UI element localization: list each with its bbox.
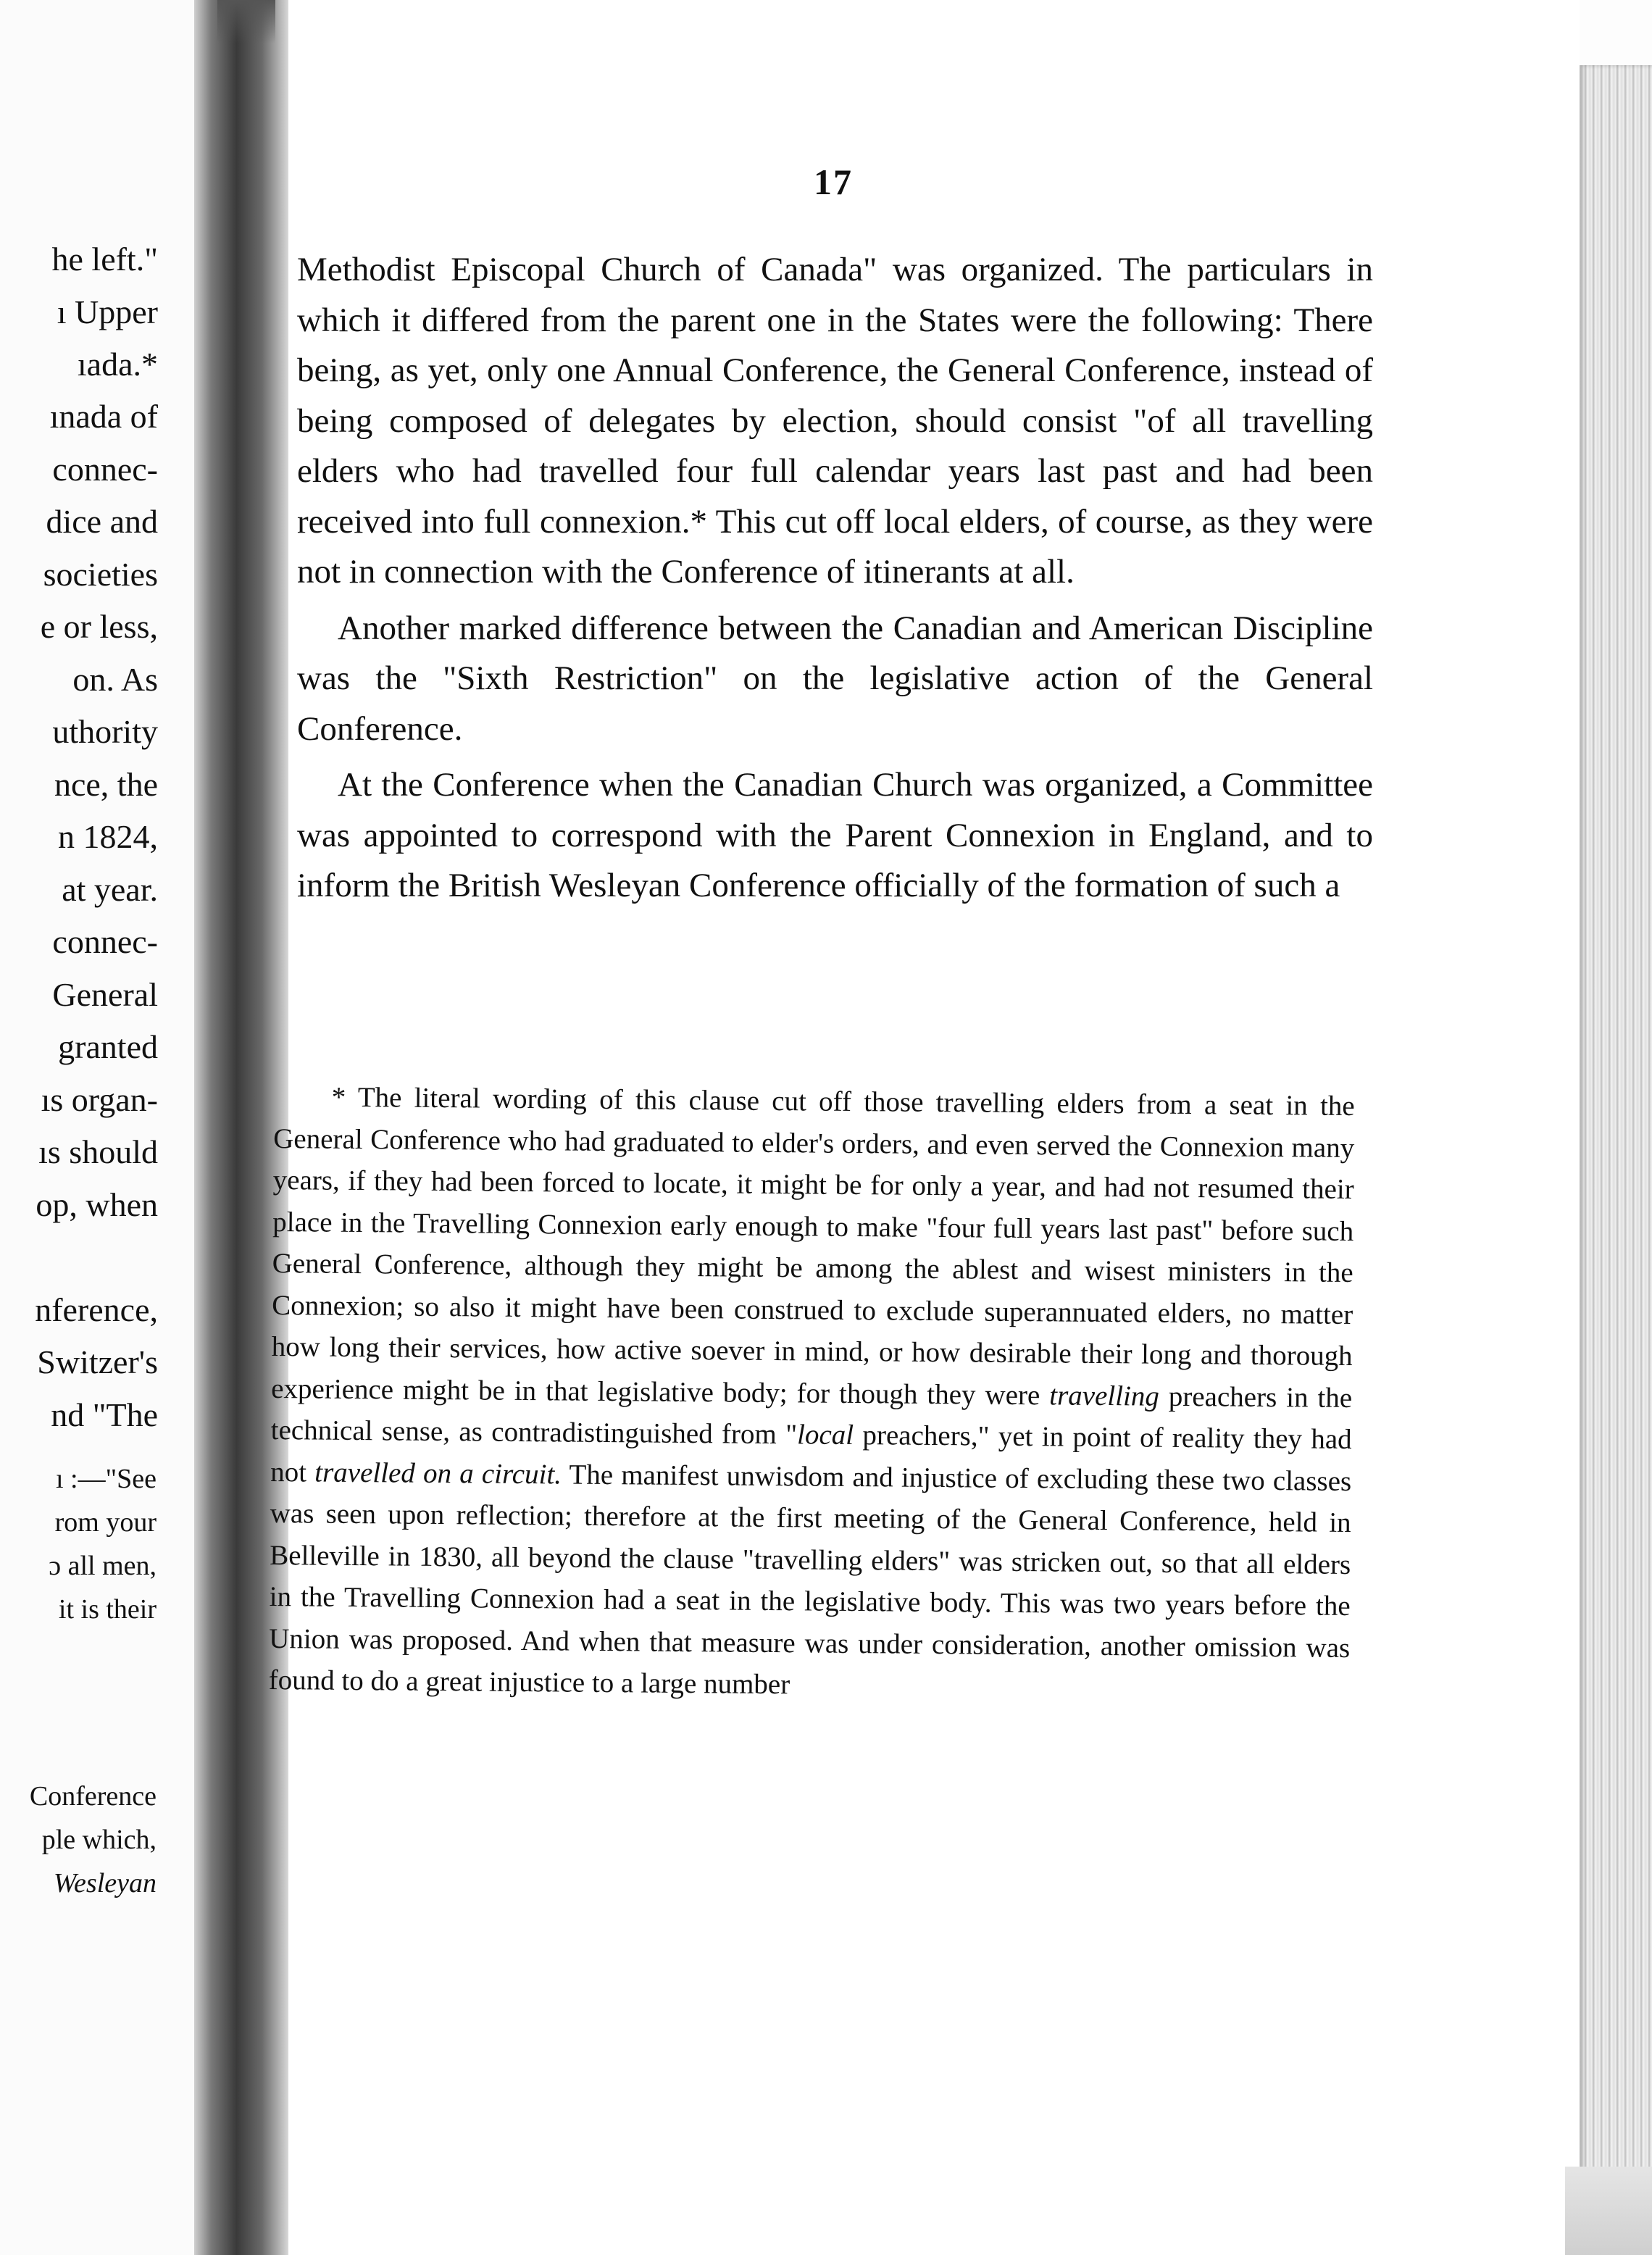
paragraph: Another marked difference between the Canadian and American Discipline was the "Sixth Restriction" on the legislative action of the General Conference. (297, 609, 1373, 748)
left-page-line: n 1824, (58, 818, 158, 855)
left-page-line: connec- (52, 451, 158, 488)
left-page-line: e or less, (40, 608, 158, 645)
page-number: 17 (814, 162, 853, 202)
footnote-text: The manifest unwisdom and injustice of excluding these two classes was seen upon reflection; therefore at the first meeting of the General Conference, held in Belleville in 1830, all beyond the clause "travelling elders" was stricken out, so that all elders in the Travelling Connexion had a seat in the legislative body. This was two years before the Union was proposed. And when that measure was under consideration, another omission was found to do a great injustice to a large number (268, 1458, 1352, 1701)
left-facing-page (0, 0, 194, 2255)
footnote-italic: travelled on a circuit. (314, 1456, 562, 1490)
left-page-line: on. As (72, 661, 158, 698)
left-page-line: op, when (36, 1186, 158, 1223)
footnote-paragraph (268, 1076, 1354, 1710)
footnote-italic: travelling (1049, 1379, 1160, 1412)
left-page-line: at year. (62, 871, 158, 908)
footnote-text: * The literal wording of this clause cut off those travelling elders from a seat in the General Conference who had graduated to elder's orders, and even served the Connexion many years, if they had been forced to locate, it might be for only a year, and had not resumed their place in the Travelling Connexion early enough to make "four full years last past" before such General Conference, although they might be among the ablest and wisest ministers in the Connexion; so also it might have been construed to exclude superannuated elders, no matter how long their services, how active soever in mind, or how desirable their long and thorough experience might be in that legislative body; for though they were (271, 1081, 1355, 1411)
paragraph: At the Conference when the Canadian Church was organized, a Committee was appointed to correspond with the Parent Connexion in England, and to inform the British Wesleyan Conference officially of the formation of such a (297, 766, 1373, 904)
gutter-top-shadow (217, 0, 275, 43)
left-page-line: nce, the (54, 766, 158, 803)
left-page-line: connec- (52, 923, 158, 960)
left-page-line: he left." (51, 241, 158, 278)
footnote-text: preachers," yet in point of reality they had not (270, 1420, 1352, 1488)
footnote (268, 1076, 1354, 1710)
left-page-line: ıs organ- (41, 1081, 158, 1118)
left-page-line: rom your (54, 1507, 157, 1538)
left-page-line: ɔ all men, (49, 1551, 157, 1581)
page-edges (1580, 65, 1652, 2210)
left-page-line: it is their (58, 1594, 157, 1625)
left-page-line: ple which, (41, 1825, 157, 1855)
page-edges-bottom (1565, 2167, 1652, 2255)
left-page-line: Wesleyan (53, 1868, 157, 1898)
left-page-line: nd "The (51, 1396, 158, 1433)
left-page-line: Switzer's (37, 1343, 158, 1380)
left-page-line: General (52, 976, 158, 1013)
left-page-line: societies (43, 556, 158, 593)
left-page-line: dice and (46, 503, 158, 540)
left-page-line: granted (58, 1028, 158, 1065)
paragraph: Methodist Episcopal Church of Canada" was organized. The particulars in which it differed from the parent one in the States were the following: There being, as yet, only one Annual Conference, the General Conference, instead of being composed of delegates by election, should consist "of all travelling elders who had travelled four full calendar years last past and had been received into full connexion.* This cut off local elders, of course, as they were not in connection with the Conference of itinerants at all. (297, 251, 1373, 591)
left-page-line: ıada.* (77, 346, 158, 383)
left-page-line: ınada of (49, 398, 158, 435)
footnote-text: preachers in the technical sense, as contradistinguished from " (270, 1380, 1353, 1451)
left-page-line: ı Upper (57, 293, 158, 330)
footnote-italic: local (796, 1419, 854, 1451)
left-page-line: Conference (29, 1781, 157, 1812)
left-page-line: uthority (52, 713, 158, 750)
main-text (297, 245, 1373, 912)
left-page-line: ı :—"See (56, 1464, 157, 1494)
left-page-line: nference, (35, 1291, 158, 1328)
left-page-line: ıs should (38, 1133, 158, 1170)
